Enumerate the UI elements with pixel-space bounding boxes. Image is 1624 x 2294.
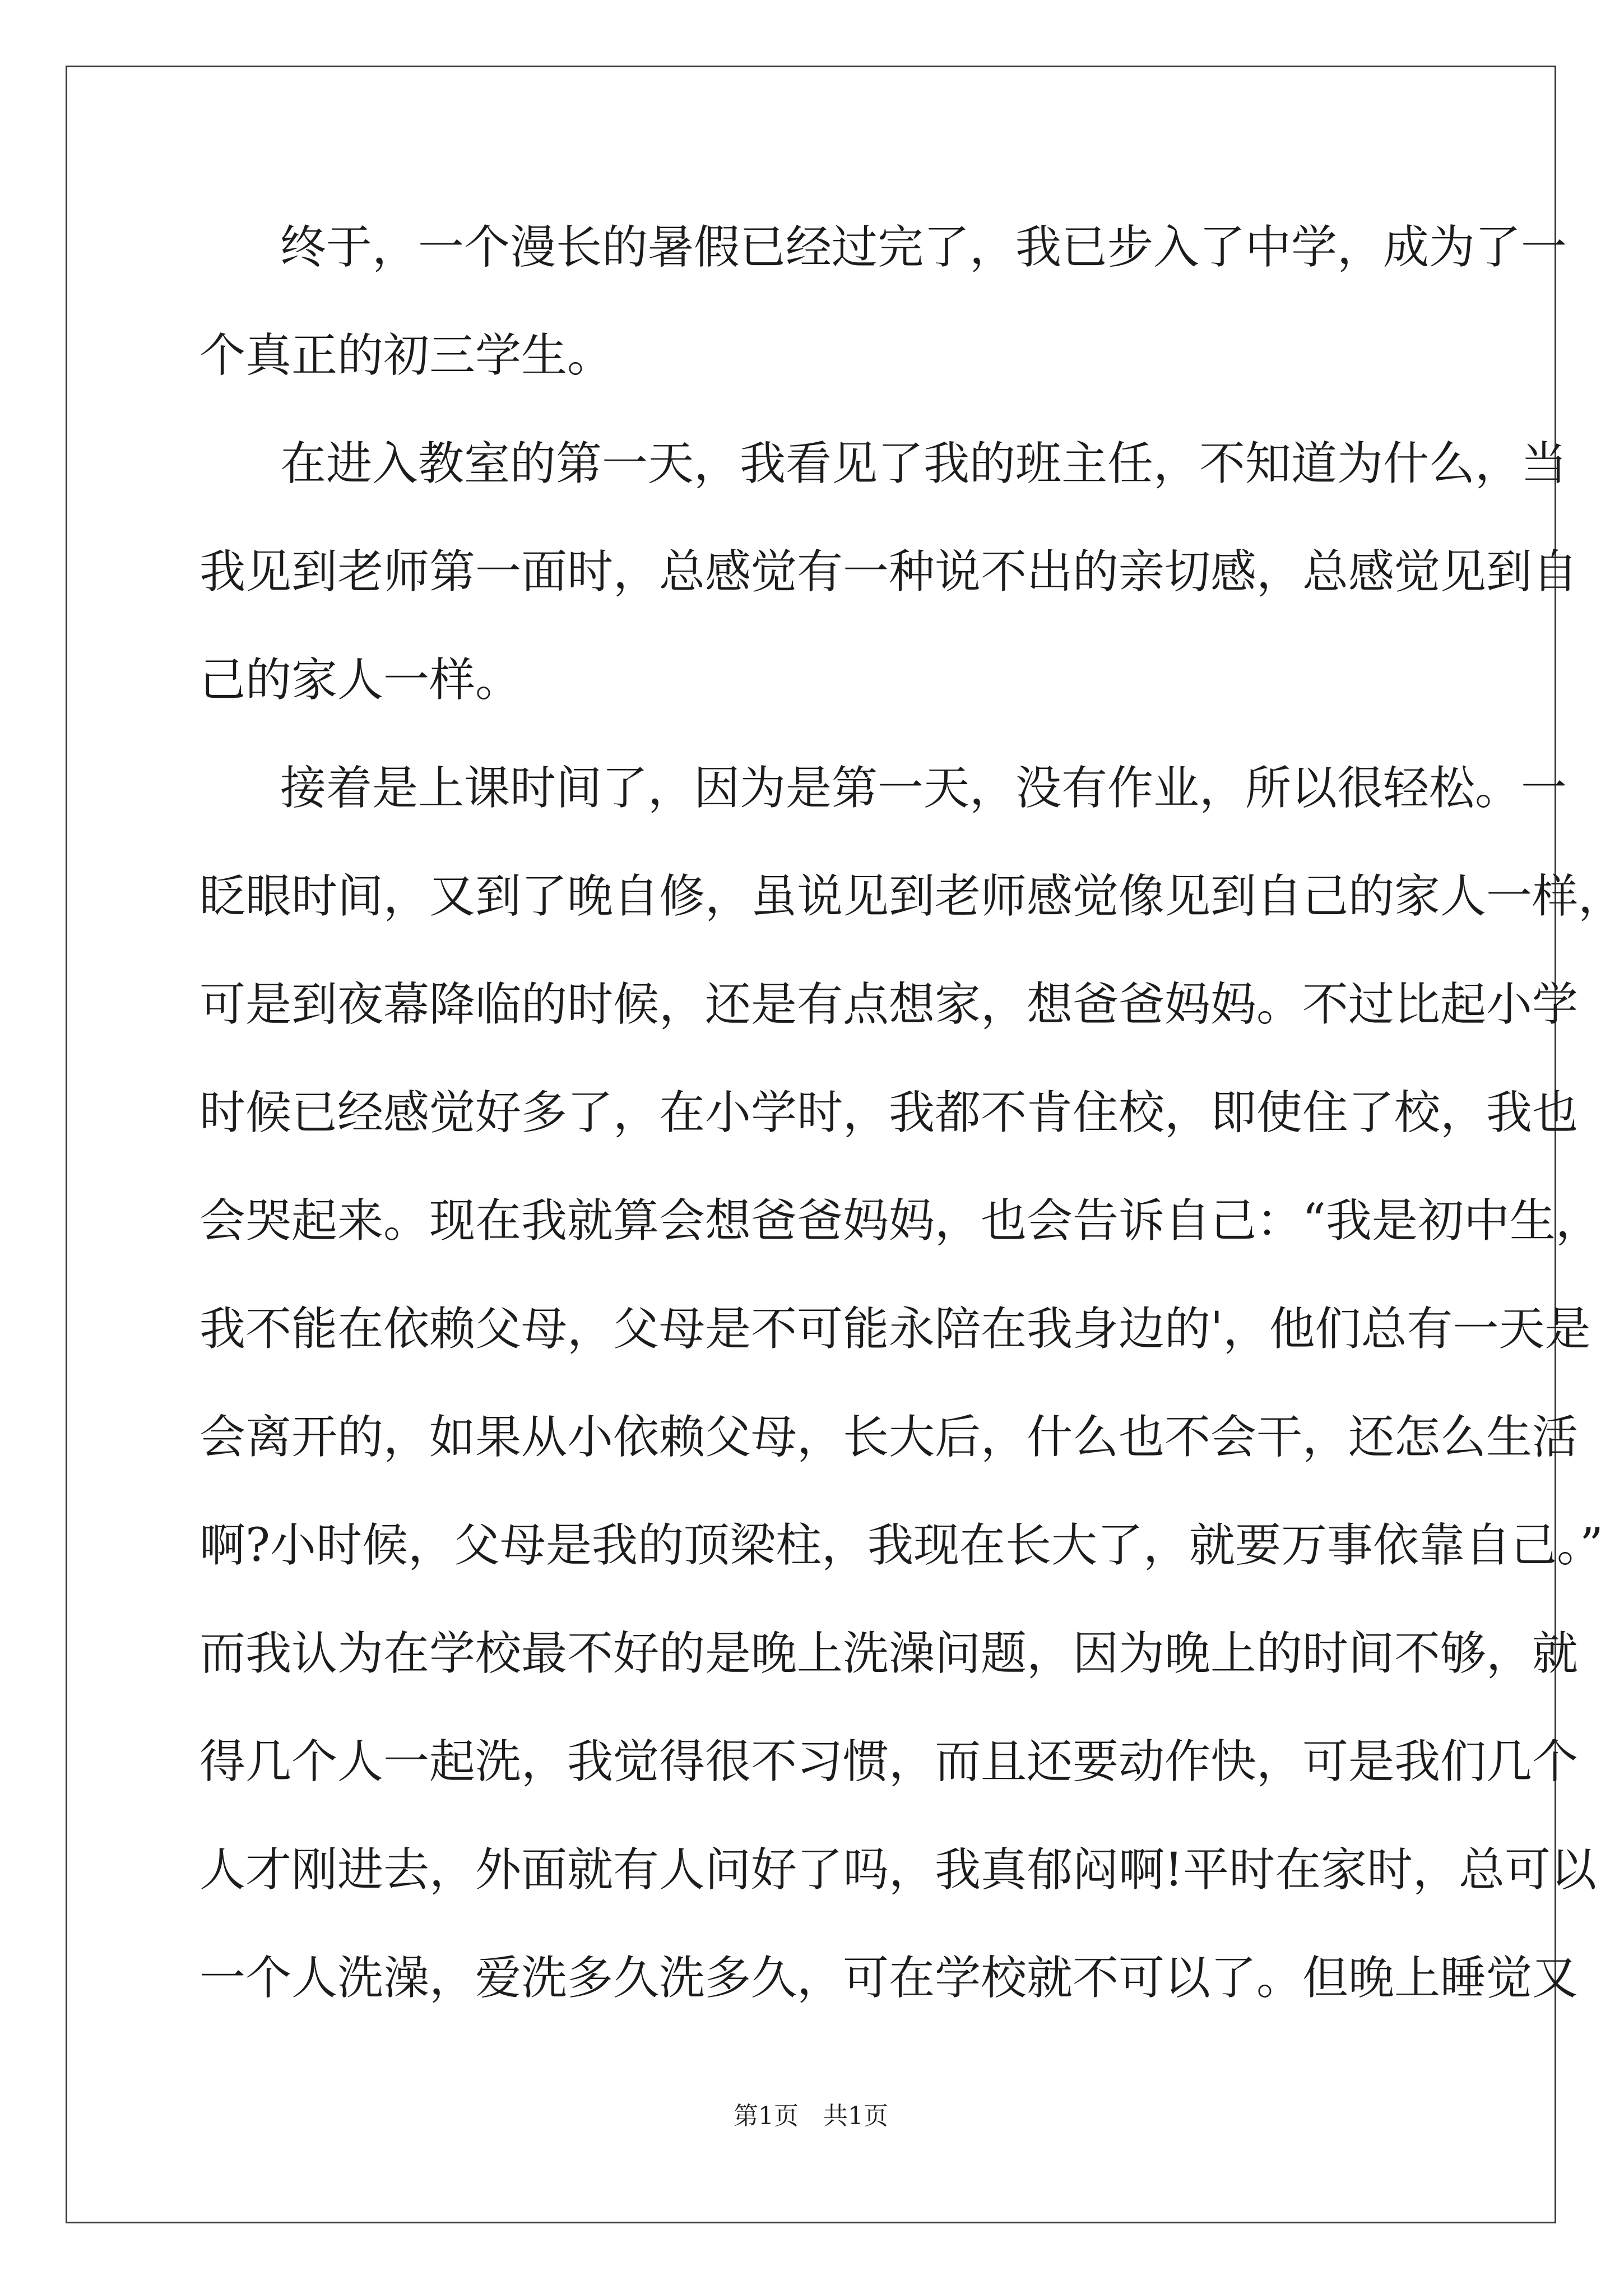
text-line: 我不能在依赖父母，父母是不可能永陪在我身边的'，他们总有一天是 (199, 1303, 1591, 1356)
text-line: 会离开的，如果从小依赖父母，长大后，什么也不会干，还怎么生活 (199, 1411, 1579, 1464)
text-line: 可是到夜幕降临的时候，还是有点想家，想爸爸妈妈。不过比起小学 (199, 978, 1579, 1031)
text-line: 接着是上课时间了，因为是第一天，没有作业，所以很轻松。一 (280, 762, 1567, 815)
text-line: 在进入教室的第一天，我看见了我的班主任，不知道为什么，当 (280, 437, 1567, 490)
text-line: 得几个人一起洗，我觉得很不习惯，而且还要动作快，可是我们几个 (199, 1735, 1579, 1788)
page-total: 共1页 (823, 2102, 888, 2130)
text-line: 会哭起来。现在我就算会想爸爸妈妈，也会告诉自己：“我是初中生， (199, 1194, 1602, 1248)
text-line: 而我认为在学校最不好的是晚上洗澡问题，因为晚上的时间不够，就 (199, 1627, 1579, 1680)
page-footer (0, 2100, 1622, 2133)
text-line: 个真正的初三学生。 (199, 329, 614, 382)
text-line: 时候已经感觉好多了，在小学时，我都不肯住校，即使住了校，我也 (199, 1086, 1579, 1139)
text-line: 己的家人一样。 (199, 654, 522, 707)
page-number: 第1页 (734, 2102, 799, 2130)
text-line: 眨眼时间，又到了晚自修，虽说见到老师感觉像见到自己的家人一样， (199, 870, 1624, 923)
text-line: 终于，一个漫长的暑假已经过完了，我已步入了中学，成为了一 (280, 221, 1567, 274)
page-border (66, 66, 1624, 2223)
text-line: 啊?小时候，父母是我的顶梁柱，我现在长大了，就要万事依靠自己。” (199, 1519, 1603, 1572)
text-line: 我见到老师第一面时，总感觉有一种说不出的亲切感，总感觉见到自 (199, 545, 1579, 599)
text-line: 一个人洗澡，爱洗多久洗多久，可在学校就不可以了。但晚上睡觉又 (199, 1952, 1579, 2005)
text-line: 人才刚进去，外面就有人问好了吗，我真郁闷啊!平时在家时，总可以 (199, 1843, 1597, 1897)
